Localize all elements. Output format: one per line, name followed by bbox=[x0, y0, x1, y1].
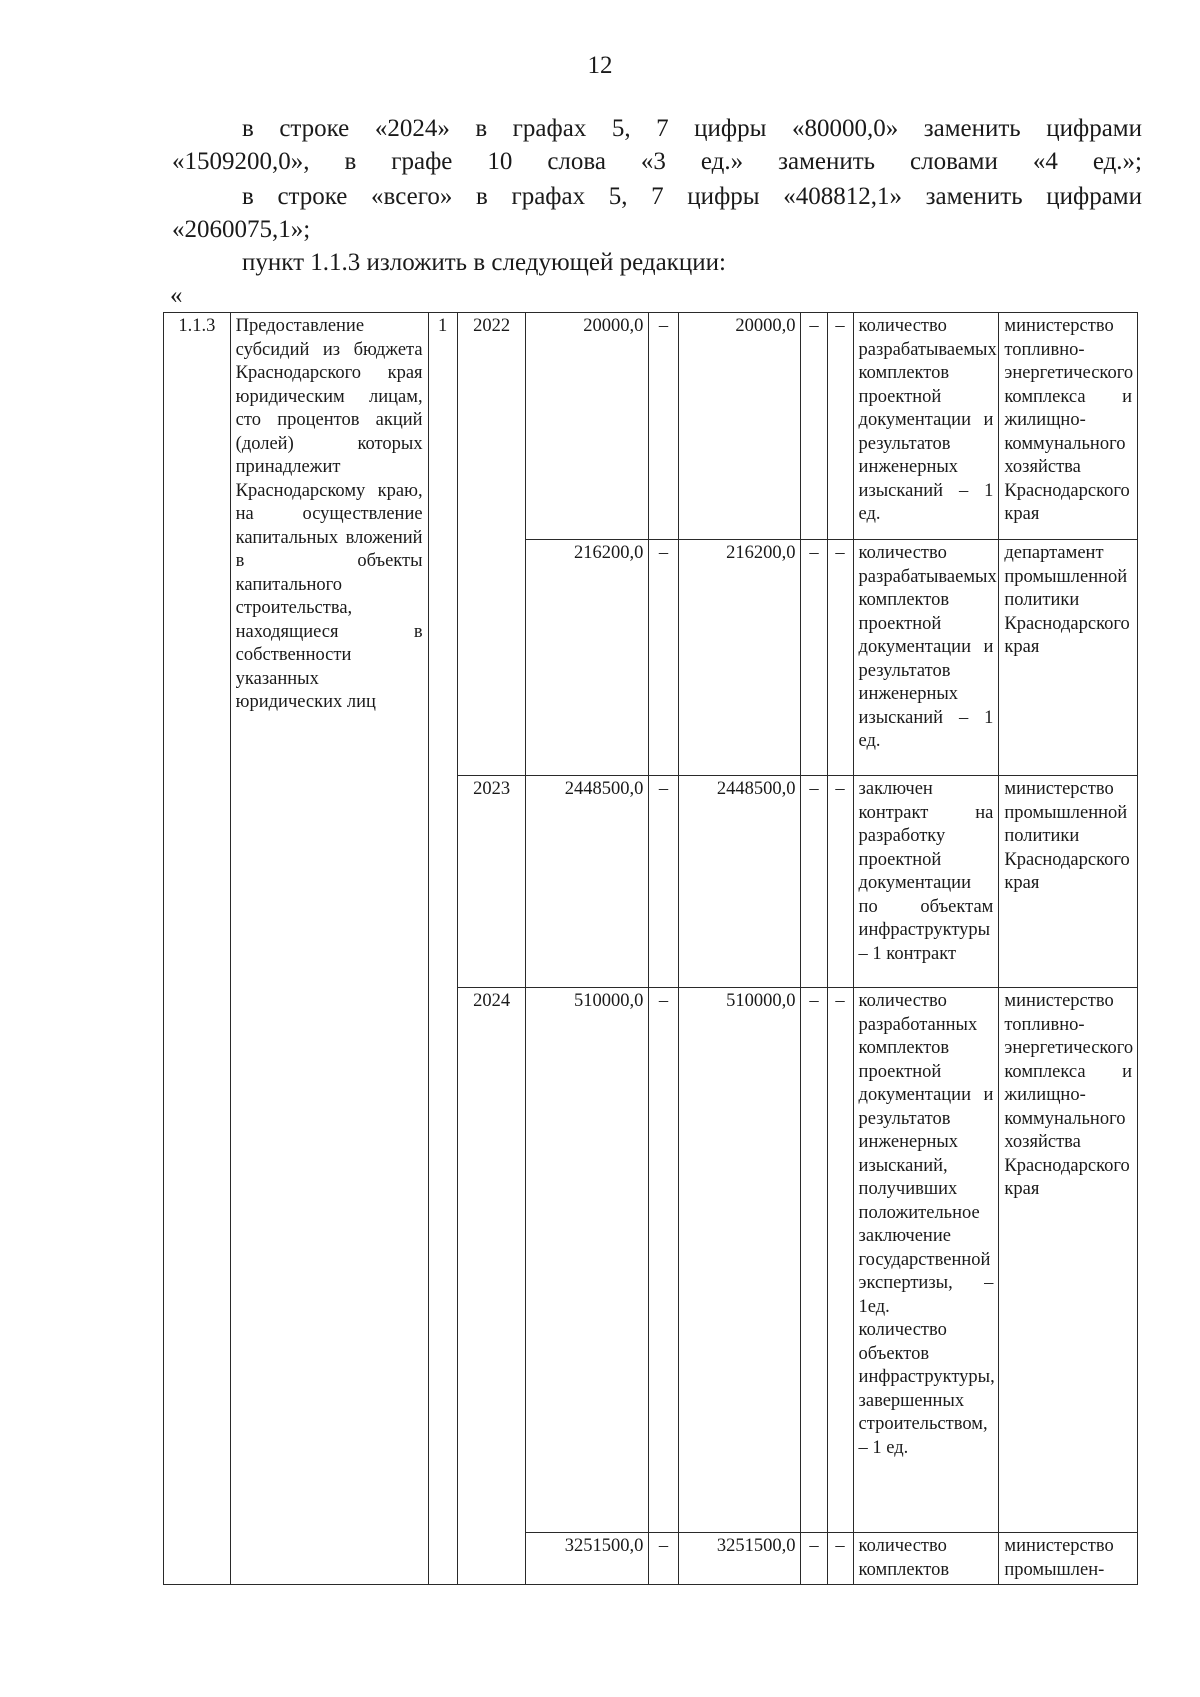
amendment-paragraph-3 bbox=[172, 246, 1142, 279]
regional-budget-cell: 20000,0 bbox=[678, 313, 801, 540]
organization-cell: департамент промышленной политики Краснодарского края bbox=[999, 540, 1138, 776]
organization-cell: министерство топливно-энергетического комплекса и жилищно-коммунального хозяйства Краснодарского края bbox=[999, 313, 1138, 540]
local-budget-cell: – bbox=[801, 313, 827, 540]
local-budget-cell: – bbox=[801, 1533, 827, 1585]
federal-budget-cell: – bbox=[649, 988, 678, 1533]
organization-cell: министерство промышлен- bbox=[999, 1533, 1138, 1585]
measure-description-cell: Предоставление субсидий из бюджета Краснодарского края юридическим лицам, сто процентов акций (долей) которых принадлежит Краснодарскому краю, на осуществление капитальных вложений в объекты капитального строительства, находящиеся в собственности указанных юридических лиц bbox=[230, 313, 428, 1585]
total-amount-cell: 20000,0 bbox=[526, 313, 649, 540]
indicator-cell: количество разрабатываемых комплектов проектной документации и результатов инженерных изысканий – 1 ед. bbox=[853, 540, 999, 776]
local-budget-cell: – bbox=[801, 540, 827, 776]
year-cell: 2023 bbox=[457, 776, 526, 988]
other-sources-cell: – bbox=[827, 988, 853, 1533]
regional-budget-cell: 216200,0 bbox=[678, 540, 801, 776]
regional-budget-cell: 3251500,0 bbox=[678, 1533, 801, 1585]
indicator-cell: заключен контракт на разработку проектной документации по объектам инфраструктуры – 1 контракт bbox=[853, 776, 999, 988]
federal-budget-cell: – bbox=[649, 540, 678, 776]
total-amount-cell: 510000,0 bbox=[526, 988, 649, 1533]
other-sources-cell: – bbox=[827, 776, 853, 988]
regional-budget-cell: 2448500,0 bbox=[678, 776, 801, 988]
local-budget-cell: – bbox=[801, 988, 827, 1533]
indicator-cell bbox=[853, 988, 999, 1533]
year-cell: 2022 bbox=[457, 313, 526, 776]
page-number: 12 bbox=[587, 52, 613, 79]
indicator-cell: количество разрабатываемых комплектов проектной документации и результатов инженерных изысканий – 1 ед. bbox=[853, 313, 999, 540]
amendment-paragraph-1 bbox=[172, 112, 1142, 178]
indicator-text-2: количество объектов инфраструктуры, завершенных строительством, – 1 ед. bbox=[858, 1320, 995, 1458]
other-sources-cell: – bbox=[827, 540, 853, 776]
table-row bbox=[164, 313, 1138, 540]
paragraph-2-line-2: «2060075,1»; bbox=[172, 216, 311, 243]
amendment-paragraph-2 bbox=[172, 180, 1142, 246]
federal-budget-cell: – bbox=[649, 776, 678, 988]
year-cell: 2024 bbox=[457, 988, 526, 1585]
total-amount-cell: 2448500,0 bbox=[526, 776, 649, 988]
total-amount-cell: 3251500,0 bbox=[526, 1533, 649, 1585]
organization-cell: министерство промышленной политики Краснодарского края bbox=[999, 776, 1138, 988]
federal-budget-cell: – bbox=[649, 313, 678, 540]
paragraph-2-line-1: в строке «всего» в графах 5, 7 цифры «408812,1» заменить цифрами bbox=[242, 183, 1142, 210]
other-sources-cell: – bbox=[827, 1533, 853, 1585]
federal-budget-cell: – bbox=[649, 1533, 678, 1585]
program-measures-table bbox=[163, 312, 1138, 1585]
paragraph-3-line-1: пункт 1.1.3 изложить в следующей редакции: bbox=[242, 249, 726, 276]
item-number-cell: 1.1.3 bbox=[164, 313, 231, 1585]
paragraph-1-line-1: в строке «2024» в графах 5, 7 цифры «80000,0» заменить цифрами bbox=[242, 115, 1142, 142]
indicator-cell: количество комплектов bbox=[853, 1533, 999, 1585]
indicator-text-1: количество разработанных комплектов проектной документации и результатов инженерных изысканий, получивших положительное заключение государственной экспертизы, – 1ед. bbox=[858, 991, 994, 1317]
organization-cell: министерство топливно-энергетического комплекса и жилищно-коммунального хозяйства Краснодарского края bbox=[999, 988, 1138, 1533]
paragraph-1-line-2: «1509200,0», в графе 10 слова «3 ед.» заменить словами «4 ед.»; bbox=[172, 148, 1142, 175]
total-amount-cell: 216200,0 bbox=[526, 540, 649, 776]
local-budget-cell: – bbox=[801, 776, 827, 988]
regional-budget-cell: 510000,0 bbox=[678, 988, 801, 1533]
opening-quote: « bbox=[170, 282, 183, 309]
other-sources-cell: – bbox=[827, 313, 853, 540]
status-code-cell: 1 bbox=[428, 313, 457, 1585]
